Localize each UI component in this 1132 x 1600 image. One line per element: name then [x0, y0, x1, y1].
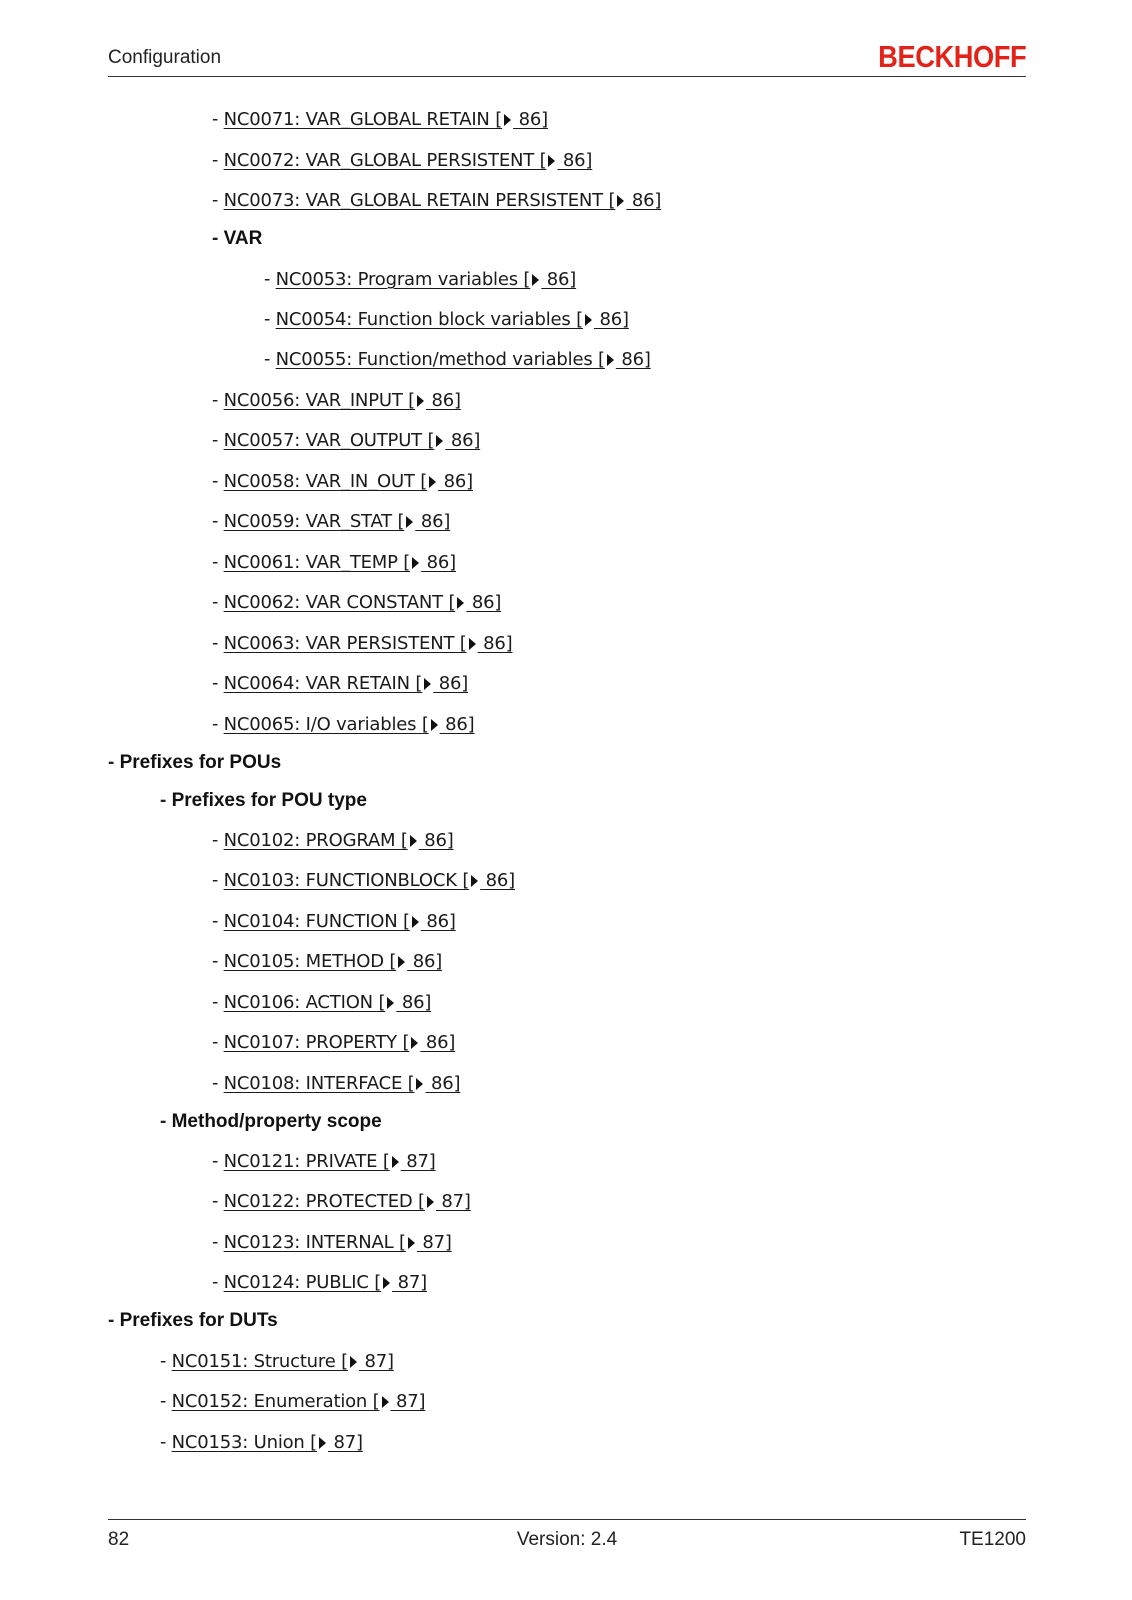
toc-page-ref: 86] — [418, 830, 454, 851]
toc-link-label: NC0063: VAR PERSISTENT [ — [223, 633, 467, 654]
toc-link-label: NC0124: PUBLIC [ — [223, 1272, 382, 1293]
toc-page-ref: 87] — [392, 1272, 427, 1293]
toc-link[interactable] — [172, 1351, 394, 1372]
toc-link-label: NC0056: VAR_INPUT [ — [223, 390, 415, 411]
page-arrow-icon — [431, 719, 438, 731]
bullet-dash: - — [212, 1073, 224, 1094]
toc-link-item[interactable] — [212, 389, 461, 413]
document-id: TE1200 — [959, 1529, 1026, 1550]
toc-link-item[interactable] — [212, 713, 475, 737]
toc-link-label: NC0055: Function/method variables [ — [275, 349, 605, 370]
page-arrow-icon — [411, 1037, 418, 1049]
toc-link-item[interactable] — [212, 429, 480, 453]
page-arrow-icon — [416, 1078, 423, 1090]
toc-link-label: NC0152: Enumeration [ — [171, 1391, 380, 1412]
toc-link-label: NC0053: Program variables [ — [275, 269, 531, 290]
page-arrow-icon — [408, 1237, 415, 1249]
page-arrow-icon — [398, 956, 405, 968]
bullet-dash: - — [212, 592, 224, 613]
toc-link-label: NC0102: PROGRAM [ — [223, 830, 408, 851]
toc-link-item[interactable] — [212, 991, 431, 1015]
toc-link[interactable] — [224, 1191, 471, 1212]
toc-page-ref: 86] — [466, 592, 502, 613]
bullet-dash: - — [212, 1032, 224, 1053]
toc-link-item[interactable] — [212, 869, 515, 893]
toc-link-label: NC0065: I/O variables [ — [223, 714, 429, 735]
bullet-dash: - — [108, 1310, 120, 1331]
toc-link[interactable] — [172, 1432, 363, 1453]
toc-link-label: NC0153: Union [ — [171, 1432, 317, 1453]
bullet-dash: - — [264, 349, 276, 370]
toc-link[interactable] — [224, 1032, 456, 1053]
toc-link-label: NC0105: METHOD [ — [223, 951, 397, 972]
toc-page-ref: 86] — [513, 109, 548, 130]
toc-link-item[interactable] — [212, 910, 456, 934]
toc-heading — [212, 227, 262, 251]
page-arrow-icon — [607, 354, 614, 366]
bullet-dash: - — [212, 552, 224, 573]
toc-link-label: NC0064: VAR RETAIN [ — [223, 673, 423, 694]
bullet-dash: - — [212, 190, 224, 211]
bullet-dash: - — [212, 633, 224, 654]
bullet-dash: - — [212, 471, 224, 492]
toc-link-label: NC0121: PRIVATE [ — [223, 1151, 390, 1172]
toc-link[interactable] — [224, 992, 432, 1013]
toc-link-item[interactable] — [160, 1390, 425, 1414]
page-arrow-icon — [585, 314, 592, 326]
toc-link-item[interactable] — [212, 470, 473, 494]
toc-link-label: NC0057: VAR_OUTPUT [ — [223, 430, 435, 451]
bullet-dash: - — [264, 269, 276, 290]
bullet-dash: - — [212, 390, 224, 411]
toc-link[interactable] — [224, 511, 451, 532]
toc-link-item[interactable] — [264, 308, 629, 332]
toc-link-item[interactable] — [212, 1231, 452, 1255]
toc-page-ref: 86] — [615, 349, 651, 370]
toc-link[interactable] — [224, 150, 593, 171]
bullet-dash: - — [212, 150, 224, 171]
bullet-dash: - — [160, 790, 172, 811]
toc-heading-label: VAR — [223, 228, 263, 249]
toc-link-label: NC0073: VAR_GLOBAL RETAIN PERSISTENT [ — [223, 190, 616, 211]
toc-link-label: NC0122: PROTECTED [ — [223, 1191, 425, 1212]
toc-page-ref: 86] — [593, 309, 629, 330]
toc-link-label: NC0058: VAR_IN_OUT [ — [223, 471, 428, 492]
toc-link-item[interactable] — [212, 1031, 455, 1055]
toc-link[interactable] — [224, 830, 454, 851]
toc-link-item[interactable] — [212, 551, 456, 575]
bullet-dash: - — [212, 1151, 224, 1172]
page-arrow-icon — [436, 435, 443, 447]
toc-page-ref: 86] — [445, 430, 481, 451]
toc-link-item[interactable] — [212, 829, 454, 853]
page-arrow-icon — [427, 1196, 434, 1208]
toc-page-ref: 87] — [435, 1191, 471, 1212]
toc-link-item[interactable] — [212, 1072, 460, 1096]
bullet-dash: - — [212, 511, 224, 532]
bullet-dash: - — [212, 228, 224, 249]
toc-page-ref: 86] — [407, 951, 443, 972]
bullet-dash: - — [212, 673, 224, 694]
toc-heading — [160, 1110, 382, 1134]
bullet-dash: - — [212, 992, 224, 1013]
toc-page-ref: 87] — [358, 1351, 394, 1372]
toc-link-label: NC0123: INTERNAL [ — [223, 1232, 406, 1253]
toc-link[interactable] — [224, 1073, 461, 1094]
bullet-dash: - — [212, 951, 224, 972]
page-arrow-icon — [417, 395, 424, 407]
beckhoff-logo: BECKHOFF — [877, 39, 1026, 74]
toc-heading-label: Prefixes for POU type — [171, 790, 367, 811]
toc-link-label: NC0107: PROPERTY [ — [223, 1032, 410, 1053]
toc-link-item[interactable] — [212, 1190, 471, 1214]
page-footer — [108, 1519, 1026, 1560]
toc-link[interactable] — [224, 109, 548, 130]
toc-link-item[interactable] — [212, 108, 548, 132]
toc-link-label: NC0104: FUNCTION [ — [223, 911, 410, 932]
toc-page-ref: 86] — [415, 511, 451, 532]
toc-link[interactable] — [224, 870, 515, 891]
toc-heading-label: Prefixes for DUTs — [119, 1310, 278, 1331]
page-arrow-icon — [387, 997, 394, 1009]
toc-page-ref: 86] — [477, 633, 513, 654]
toc-page-ref: 86] — [420, 911, 456, 932]
bullet-dash: - — [212, 1232, 224, 1253]
toc-link[interactable] — [172, 1391, 426, 1412]
toc-link[interactable] — [224, 1151, 436, 1172]
page-arrow-icon — [548, 155, 555, 167]
page-arrow-icon — [350, 1356, 357, 1368]
toc-link-label: NC0071: VAR_GLOBAL RETAIN [ — [223, 109, 503, 130]
page-arrow-icon — [457, 597, 464, 609]
toc-page-ref: 86] — [480, 870, 516, 891]
toc-link-item[interactable] — [212, 149, 592, 173]
toc-page-ref: 87] — [416, 1232, 452, 1253]
toc-heading-label: Prefixes for POUs — [119, 752, 282, 773]
toc-link[interactable] — [224, 1232, 452, 1253]
bullet-dash: - — [212, 1191, 224, 1212]
bullet-dash: - — [160, 1351, 172, 1372]
toc-page-ref: 86] — [439, 714, 475, 735]
document-version: Version: 2.4 — [516, 1529, 618, 1550]
bullet-dash: - — [160, 1432, 172, 1453]
page-arrow-icon — [383, 1277, 390, 1289]
toc-page-ref: 86] — [557, 150, 593, 171]
toc-link-label: NC0072: VAR_GLOBAL PERSISTENT [ — [223, 150, 547, 171]
bullet-dash: - — [108, 752, 120, 773]
toc-link[interactable] — [224, 430, 481, 451]
page-arrow-icon — [406, 516, 413, 528]
toc-page-ref: 86] — [438, 471, 473, 492]
toc-link-label: NC0151: Structure [ — [171, 1351, 348, 1372]
page-arrow-icon — [412, 557, 419, 569]
bullet-dash: - — [212, 830, 224, 851]
section-title: Configuration — [108, 47, 222, 68]
page-arrow-icon — [617, 195, 624, 207]
page-arrow-icon — [382, 1396, 389, 1408]
toc-link-label: NC0062: VAR CONSTANT [ — [223, 592, 456, 613]
page-arrow-icon — [429, 476, 436, 488]
page-arrow-icon — [504, 114, 511, 126]
page-arrow-icon — [392, 1156, 399, 1168]
toc-heading — [108, 1309, 278, 1333]
toc-link[interactable] — [276, 309, 629, 330]
toc-link-item[interactable] — [212, 950, 442, 974]
toc-link[interactable] — [224, 911, 456, 932]
page-arrow-icon — [532, 274, 539, 286]
toc-link-item[interactable] — [212, 591, 501, 615]
toc-link[interactable] — [276, 269, 577, 290]
toc-link[interactable] — [276, 349, 651, 370]
bullet-dash: - — [212, 1272, 224, 1293]
toc-page-ref: 86] — [425, 1073, 461, 1094]
toc-link[interactable] — [224, 190, 662, 211]
page-arrow-icon — [469, 638, 476, 650]
page-arrow-icon — [319, 1437, 326, 1449]
toc-link-label: NC0059: VAR_STAT [ — [223, 511, 405, 532]
toc-heading — [108, 751, 281, 775]
toc-link[interactable] — [224, 390, 461, 411]
toc-page-ref: 86] — [421, 552, 456, 573]
toc-heading — [160, 789, 367, 813]
toc-heading-label: Method/property scope — [171, 1111, 382, 1132]
page-arrow-icon — [410, 835, 417, 847]
toc-link[interactable] — [224, 714, 475, 735]
toc-link-label: NC0108: INTERFACE [ — [223, 1073, 415, 1094]
page-arrow-icon — [424, 678, 431, 690]
page-arrow-icon — [412, 916, 419, 928]
toc-link-label: NC0106: ACTION [ — [223, 992, 386, 1013]
toc-page-ref: 86] — [425, 390, 461, 411]
page-arrow-icon — [471, 875, 478, 887]
toc-link-item[interactable] — [212, 1271, 427, 1295]
toc-link-item[interactable] — [264, 268, 576, 292]
toc-page-ref: 86] — [420, 1032, 456, 1053]
toc-page-ref: 86] — [626, 190, 662, 211]
toc-link-item[interactable] — [160, 1350, 394, 1374]
bullet-dash: - — [212, 109, 224, 130]
page-number: 82 — [108, 1529, 130, 1550]
toc-link-label: NC0054: Function block variables [ — [275, 309, 583, 330]
bullet-dash: - — [160, 1111, 172, 1132]
toc-link-label: NC0103: FUNCTIONBLOCK [ — [223, 870, 470, 891]
toc-link[interactable] — [224, 552, 456, 573]
toc-link[interactable] — [224, 1272, 427, 1293]
toc-page-ref: 87] — [400, 1151, 436, 1172]
bullet-dash: - — [212, 714, 224, 735]
toc-link-item[interactable] — [212, 1150, 436, 1174]
bullet-dash: - — [212, 870, 224, 891]
toc-link-item[interactable] — [212, 672, 468, 696]
toc-page-ref: 86] — [396, 992, 432, 1013]
toc-page-ref: 87] — [328, 1432, 363, 1453]
toc-link-item[interactable] — [212, 510, 450, 534]
toc-link[interactable] — [224, 471, 473, 492]
toc-link-item[interactable] — [212, 632, 512, 656]
toc-link[interactable] — [224, 592, 502, 613]
toc-link[interactable] — [224, 951, 443, 972]
bullet-dash: - — [264, 309, 276, 330]
toc-page-ref: 86] — [541, 269, 577, 290]
toc-page-ref: 86] — [433, 673, 469, 694]
bullet-dash: - — [212, 430, 224, 451]
toc-page-ref: 87] — [390, 1391, 426, 1412]
toc-link-item[interactable] — [160, 1431, 363, 1455]
toc-link-item[interactable] — [212, 189, 661, 213]
toc-link-item[interactable] — [264, 348, 651, 372]
toc-link[interactable] — [224, 633, 513, 654]
bullet-dash: - — [212, 911, 224, 932]
toc-link-label: NC0061: VAR_TEMP [ — [223, 552, 411, 573]
toc-link[interactable] — [224, 673, 469, 694]
bullet-dash: - — [160, 1391, 172, 1412]
